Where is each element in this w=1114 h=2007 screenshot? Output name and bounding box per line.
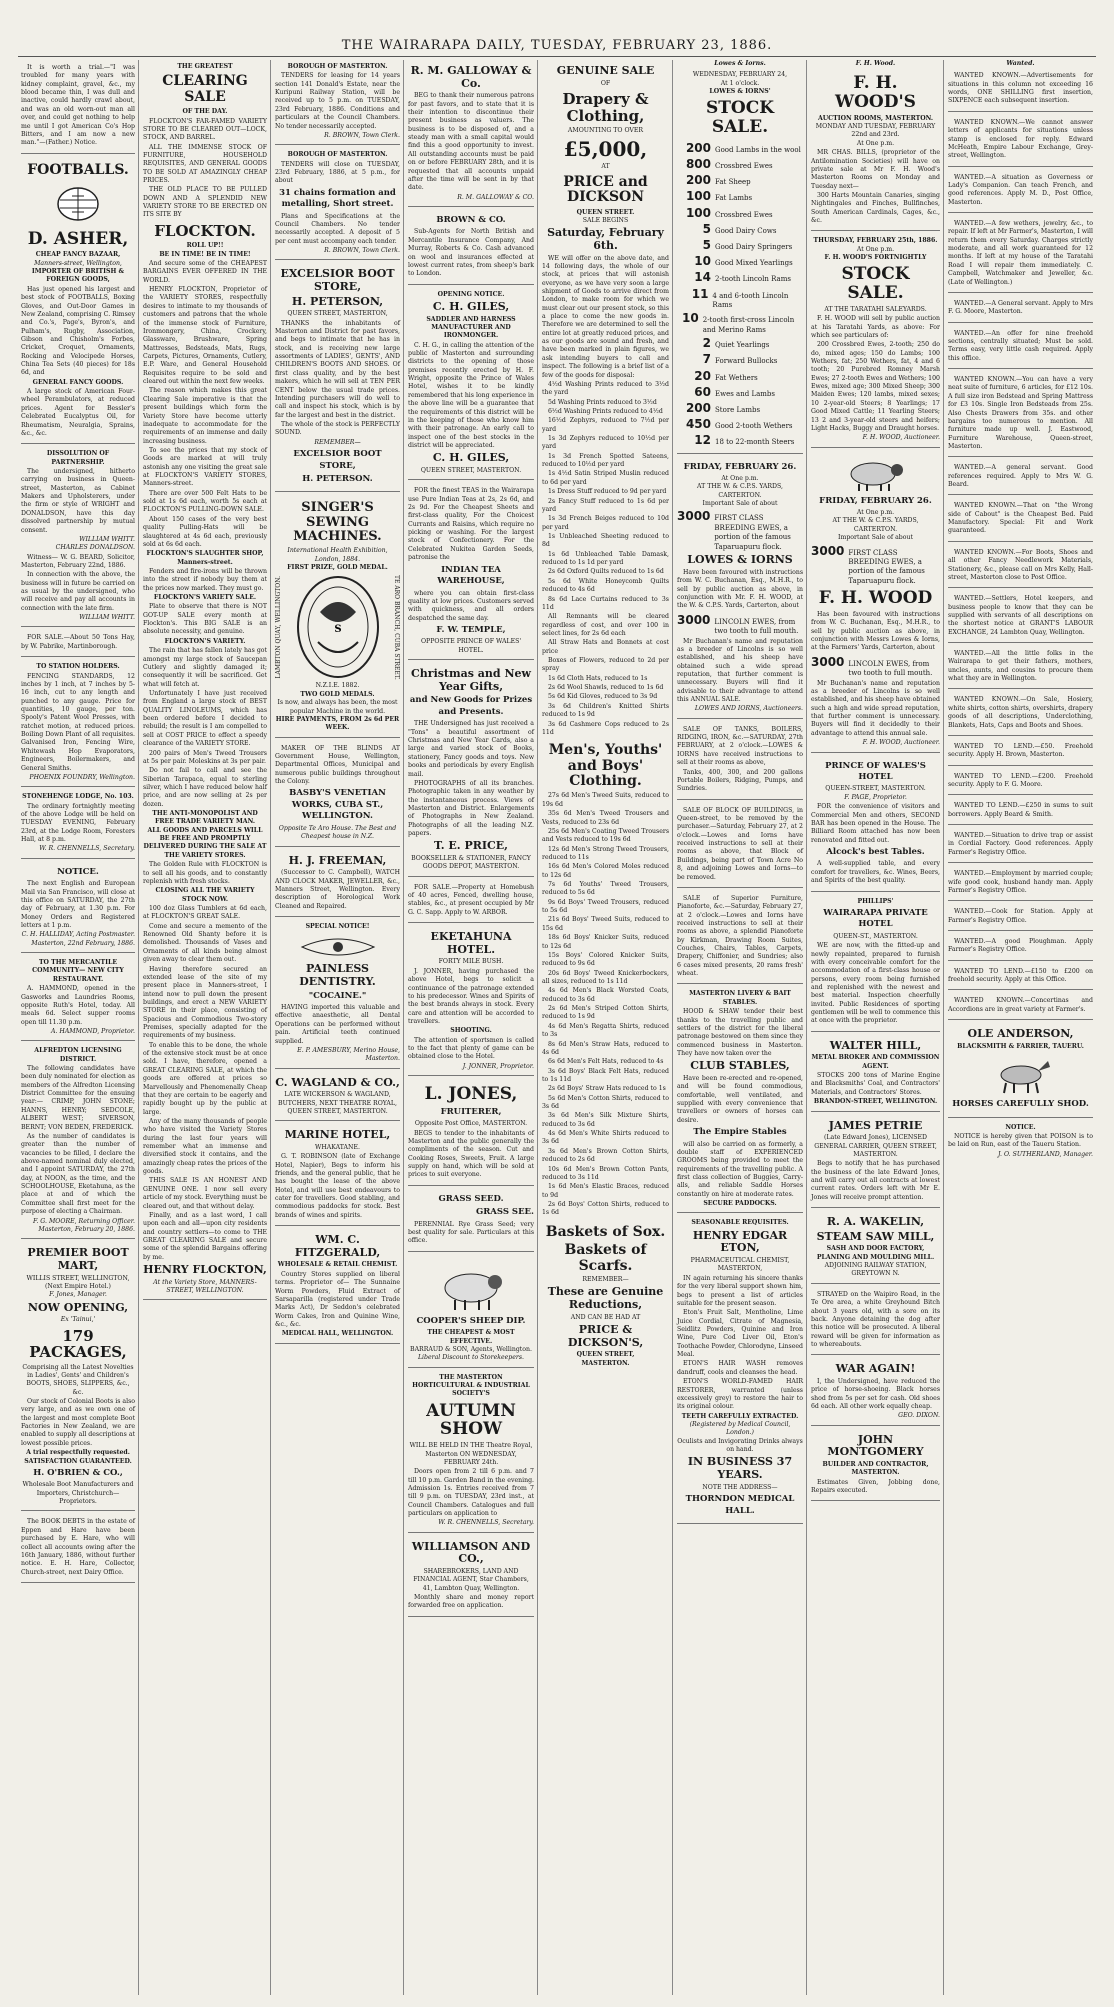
stock-count: 200 xyxy=(685,401,711,415)
stock-count: 10 xyxy=(682,311,699,326)
stock-count: 2 xyxy=(702,336,711,351)
stock-count: 100 xyxy=(685,189,711,204)
ad-lowes-iorns-stock: WEDNESDAY, FEBRUARY 24, At 1 o'clock. LOWES & IORNS' STOCK SALE. 200 Good Lambs in the wool 800 Crossbred Ewes 200 Fat Sheep 100 Fat Lambs 100 Crossbred Ewes 5 Good Dairy Cows 5 Good Dairy Springers 10 Good Mixed Yearlings 14 2-tooth Lincoln Rams 11 4 and 6-tooth Lincoln Rams 10 2-tooth first-cross Lincoln and Merino Rams 2 Quiet Yearlings 7 Forward Bullocks 20 Fat Wethers 60 Ewes and Lambs 200 Store Lambs 450 Good 2-tooth Wethers 12 18 to 22-month Steers xyxy=(677,68,803,453)
stock-row xyxy=(677,400,803,416)
column-6 xyxy=(674,60,806,1995)
price-item: 3s 6d Cashmere Cops reduced to 2s 11d xyxy=(542,720,669,736)
column-7 xyxy=(808,60,943,1995)
price-item: 5d Washing Prints reduced to 3½d xyxy=(548,398,657,406)
stock-count: 5 xyxy=(702,237,711,252)
singer-side-right: TE ARO BRANCH, CUBA STREET. xyxy=(393,575,400,680)
price-item: 10s 6d Men's Brown Cotton Pants, reduced to 3s 11d xyxy=(542,1165,669,1181)
stock-row xyxy=(677,156,803,172)
masthead-rule xyxy=(18,56,1096,57)
stock-row xyxy=(677,310,803,335)
ad-giles-opening: OPENING NOTICE. C. H. GILES, SADDLER AND HARNESS MANUFACTURER AND IRONMONGER. C. H. G., in calling the attention of the public of Masterton and surrounding districts to the opening of those premises recently erected by H. F. Wright, opposite the Prince of Wales Hotel, wishes it to be kindly remembered that his long experience in the above line will be a guarantee that the requirements of this district will be in the keeping of those who know him with their patronage. An early call to inspect one of the best stocks in the district will be appreciated. C. H. GILES, QUEEN STREET, MASTERTON. xyxy=(408,288,534,481)
price-item: All Remnants will be cleared regardless of cost, and over 100 in select lines, for 2s 6d each xyxy=(542,613,669,637)
horse-illustration-icon xyxy=(986,1055,1056,1095)
wanted-text: WANTED.—Cook for Station. Apply at Farmer's Registry Office. xyxy=(948,908,1093,924)
wanted-text: WANTED TO LEND.—£250 in sums to suit borrowers. Apply Beard & Smith. xyxy=(948,802,1093,818)
price-item: 18s 6d Boys' Knicker Suits, reduced to 12s 6d xyxy=(542,934,669,950)
svg-text:S: S xyxy=(333,624,342,636)
ad-buildings-sale: SALE OF BLOCK OF BUILDINGS, in Queen-street, to be removed by the purchaser.—Saturday, February 27, at 2 o'clock.—Lowes and Iorns have received instructions to sell at their rooms as above, that Block of Buildings, being part of Town Acre No 8, and adjoining Lowes and Iorns—to be removed. xyxy=(677,803,803,888)
ad-painless-dentistry: SPECIAL NOTICE! PAINLESS DENTISTRY. "COCAINE." HAVING imported this valuable and effective anaesthetic, all Dental Operations can be performed without pain. Artificial teeth continued supplied. E. P. AMESBURY, Merino House, Masterton. xyxy=(275,920,400,1069)
ad-war-again: WAR AGAIN! I, the Undersigned, have reduced the price of horse-shoeing. Black horses shod from 5s per set for cash. Old shoes 6d each. All other work equally cheap. GEO. DIXON. xyxy=(811,1358,940,1425)
stock-desc: Fat Lambs xyxy=(715,194,753,203)
price-item: 2s 6d Oxford Quilts reduced to 1s 6d xyxy=(548,568,664,576)
stock-row xyxy=(677,351,803,367)
price-item: 25s 6d Men's Coating Tweed Trousers and Vests reduced to 19s 6d xyxy=(542,827,669,844)
stock-count: 10 xyxy=(694,254,711,269)
wanted-ad xyxy=(948,769,1093,796)
stock-row xyxy=(677,335,803,351)
stock-row xyxy=(677,221,803,237)
ad-jones-fruiterer: L. JONES, FRUITERER, Opposite Post Office, MASTERTON. BEGS to tender to the inhabitants of Masterton and the public generally the compliments of the season. Cut and Cooking Roses, Sweets, Fruit. A large supply on hand, which will be sold at prices to suit everyone. xyxy=(408,1079,534,1186)
wanted-text: WANTED.—A situation as Governess or Lady's Companion. Can teach French, and good references. Apply M. D., Post Office, Masterton. xyxy=(948,173,1093,206)
stock-count: 800 xyxy=(685,157,711,171)
ad-borough-metalling: BOROUGH OF MASTERTON. TENDERS will close on TUESDAY, 23rd February, 1886, at 5 p.m., for about 31 chains formation and metalling, Short street. Plans and Specifications at the Council Chambers. No tender necessarily accepted. A deposit of 5 per cent must accompany each tender. R. BROWN, Town Clerk. xyxy=(275,148,400,260)
wanted-text: WANTED.—A general servant. Good references required. Apply to Mrs W. G. Beard. xyxy=(948,464,1093,489)
price-item: 35s 6d Men's Tweed Trousers and Vests, reduced to 23s 6d xyxy=(542,810,669,826)
stock-desc: Crossbred Ewes xyxy=(715,162,773,170)
price-item: 7s 6d Youths' Tweed Trousers, reduced to 5s 6d xyxy=(542,881,669,897)
column-rule xyxy=(270,60,271,1995)
price-item: 6½d Washing Prints reduced to 4½d xyxy=(548,407,663,415)
wanted-text: WANTED TO LEND.—£150 to £200 on freehold security. Apply at this Office. xyxy=(948,967,1093,984)
price-item: 1s 3d Zephyrs reduced to 10½d per yard xyxy=(542,435,669,451)
ad-station-holders: TO STATION HOLDERS. FENCING STANDARDS, 12 inches by 1 inch, at 7 inches by 5-16 inch, cut to any length and punched to any gauge. Price for quantities, 10 gauge, per ton. Spooly's Patent Wool Presses, with ratchet motion, at reduced prices. Boiling Down Plant of all requisites. Galvanised Iron, Fencing Wire, Whitewash Hop Evaporators, Engineers, Boilermakers, and General Smiths. PHOENIX FOUNDRY, Wellington. xyxy=(21,660,135,787)
price-item: 2s 6d Wool Shawls, reduced to 1s 6d xyxy=(548,684,664,692)
stock-row xyxy=(677,368,803,384)
wanted-text: WANTED KNOWN.—That on "the Wrong side of Cabout" is the Cheapest Bed. Paid Manufactory. Special: Fit and Work guaranteed. xyxy=(948,502,1093,535)
stock-count: 7 xyxy=(702,352,711,367)
ad-mail-notice: NOTICE. The next English and European Mail via San Francisco, will close at this office on SATURDAY, the 27th day of February, at 1.30 p.m. For Money Orders and Registered letters at 1 p.m. C. H. HALLIDAY, Acting Postmaster. Masterton, 22nd February, 1886. xyxy=(21,862,135,953)
wanted-ad xyxy=(948,964,1093,991)
ad-walter-hill: WALTER HILL, METAL BROKER AND COMMISSION AGENT. STOCKS 200 tons of Marine Engine and Blacksmiths' Coal, and Contractors' Materials, and Contractors' Stores. BRANDON-STREET, WELLINGTON. xyxy=(811,1035,940,1112)
stock-row xyxy=(677,253,803,269)
column-rule xyxy=(537,60,538,1995)
price-item: 2s 6d Boys' Cotton Shirts, reduced to 1s 6d xyxy=(542,1200,669,1217)
price-item: 3s 6d Children's Knitted Shirts reduced to 1s 9d xyxy=(542,702,669,719)
stock-row: 3000 FIRST CLASS BREEDING EWES, a portion of the famous Taparuapuru flock. xyxy=(811,543,925,585)
column-8 xyxy=(945,60,1096,1995)
wanted-ad xyxy=(948,216,1093,293)
stock-desc: Ewes and Lambs xyxy=(715,389,775,398)
wanted-text: WANTED.—A few wethers, jewelry, &c., to repair. If left at Mr Farmer's, Masterton, I will return them every Saturday. Charges strictly moderate, and all work guaranteed for 12 months. If left at my house of the Taratahi Road I will repair them immediately. C. Campbell, Watchmaker and Jeweller, &c. (Late of Wellington.) xyxy=(948,220,1093,286)
column-3 xyxy=(272,60,403,1995)
ad-strayed: STRAYED on the Waipiro Road, in the Te Ore area, a white Greyhound Bitch about 3 years old, with a sore on its back. Anyone detaining the dog after this notice will be prosecuted. A liberal reward will be given for information as to whereabouts. xyxy=(811,1287,940,1356)
price-item: 5s 6d Kid Gloves, reduced to 3s 9d xyxy=(548,693,658,701)
ad-wakelin: R. A. WAKELIN, STEAM SAW MILL, SASH AND DOOR FACTORY, PLANING AND MOULDING MILL. ADJOINING RAILWAY STATION, GREYTOWN N. xyxy=(811,1211,940,1284)
ad-wood-rooms: F. H. WOOD'S AUCTION ROOMS, MASTERTON. MONDAY AND TUESDAY, FEBRUARY 22nd and 23rd. At One p.m. MR CHAS. BILLS, (proprietor of the Antilomination Societies) will have on private sale at Mr F. H. Wood's Masterton Rooms on Monday and Tuesday next— 300 Harts Mountain Canaries, singing Nightingales and Finches, Bullfinches, South American Cardinals, Cages, &c., &c. xyxy=(811,68,940,231)
wanted-ad xyxy=(948,934,1093,961)
wanted-text: WANTED KNOWN.—You can have a very neat suite of furniture, 6 articles, for £12 10s. A full size iron Bedstead and Spring Mattress for £3 10s. Single Iron Bedsteads from 25s. Also Chests Drawers from 35s. and other bargains too numerous to mention. All furniture made up well. J. Eastwood, Furniture Warehouse, Queen-street, Masterton. xyxy=(948,376,1093,450)
price-item: 4s 6d Men's White Shirts reduced to 3s 6d xyxy=(542,1130,669,1146)
price-item: 20s 6d Boys' Tweed Knickerbockers, all sizes, reduced to 1s 11d xyxy=(542,969,669,985)
wanted-text: WANTED KNOWN.—For Boots, Shoes and all other Fancy Needlework Materials, Stationery, &c., please call on Mrs Kelly, Hall-street, Masterton close to Post Office. xyxy=(948,548,1093,581)
stock-desc: Good Dairy Cows xyxy=(715,226,777,235)
ad-flockton: THE GREATEST CLEARING SALE OF THE DAY. FLOCKTON'S FAR-FAMED VARIETY STORE TO BE CLEARED OUT—LOCK, STOCK, AND BARREL. ALL THE IMMENSE STOCK OF FURNITURE, HOUSEHOLD REQUISITES, AND GENERAL GOODS TO BE SOLD AT AMAZINGLY CHEAP PRICES. THE OLD PLACE TO BE PULLED DOWN AND A SPLENDID NEW VARIETY STORE TO BE ERECTED ON ITS SITE BY FLOCKTON. ROLL UP!! BE IN TIME! BE IN TIME! And secure some of the CHEAPEST BARGAINS EVER OFFERED IN THE WORLD. HENRY FLOCKTON, Proprietor of the VARIETY STORES, respectfully desires to intimate to my thousands of customers and patrons that the whole of the immense stock of Furniture, Ironmongery, China, Crockery, Glassware, Brushware, Spring Mattresses, Bedsteads, Mats, Rugs, Carpets, Pictures, Ornaments, Cutlery, E.P. Ware, and General Household Requisites require to be sold and cleared out within the next few weeks. The reason which makes this great Clearing Sale imperative is that the present buildings which form the Variety Store have become utterly inadequate to accommodate for the requirements of an immense and daily increasing business. To see the prices that my stock of Goods are marked at will truly astonish any one visiting the great sale at FLOCKTON'S VARIETY STORES, Manners-street. There are over 500 Felt Hats to be sold at 1s 6d each, worth 5s each at FLOCKTON'S PULLING-DOWN SALE. About 150 cases of the very best quality Pulling-Hats will be slaughtered at 4s 6d each, previously sold at 6s 6d each. FLOCKTON'S SLAUGHTER SHOP, Manners-street. Fenders and fire-irons will be thrown into the street if nobody buy them at the prices now marked. They must go. FLOCKTON'S VARIETY SALE. Plate to observe that there is NOT GOT-UP SALE every month at Flockton's. This BIG SALE is an absolute necessity, and genuine. FLOCKTON'S VARIETY. The rain that has fallen lately has got amongst my large stock of Saucepan Cutlery and slightly damaged it; consequently it will be sacrificed. Get what will fetch at. Unfortunately I have just received from England a large stock of BEST QUALITY LINOLEUMS, which has been ordered before I decided to rebuild; the result is I am compelled to sell at COST PRICE to effect a speedy clearance of the VARIETY STORE. 200 pairs of Men's Tweed Trousers at 5s per pair. Moleskins at 3s per pair. Do not fail to call and see the Siberian Tarapaca, equal to sterling silver, which I have reduced below half price, and are now selling at 2s per dozen. THE ANTI-MONOPOLIST AND FREE TRADE VARIETY MAN. ALL GOODS AND PARCELS WILL BE FREE AND PROMPTLY DELIVERED DURING THE SALE AT THE VARIETY STORES. The Golden Rule with FLOCKTON is to sell all his goods, and to constantly replenish with fresh stocks. CLOSING ALL THE VARIETY STOCK NOW. 100 doz Glass Tumblers at 6d each, at FLOCKTON'S GREAT SALE. Come and secure a memento of the Renowned Old Shanty before it is demolished. Thousands of Vases and Ornaments of all kinds being almost given away to clear them out. Having therefore secured an extended lease of the site of my present place in Manners-street, I intend now to pull down the present buildings, and erect a NEW VARIETY STORE in their place, consisting of Spacious and Commodious Two-story Premises, specially adapted for the requirements of my business. To enable this to be done, the whole of the extensive stock must be at once sold. I have, therefore, opened a GREAT CLEARING SALE, at which the goods are offered at prices so Marvellously and Phenomenally Cheap that they are certain to be eagerly and rapidly bought up by the public at large. Any of the many thousands of people who have visited the Variety Stores during the last four years will remember what an immense and diversified stock it contains, and the amazingly cheap rates the prices of the goods. THIS SALE IS AN HONEST AND GENUINE ONE. I now sell every article of my stock. Everything must be cleared out, and that without delay. Finally, and as a last word, I call upon each and all—upon city residents and country settlers—to come to THE GREAT CLEARING SALE and secure some of the splendid Bargains offering by me. HENRY FLOCKTON, At the Variety Store, MANNERS-STREET, WELLINGTON. xyxy=(143,60,267,1300)
ad-tanks-sale: SALE OF TANKS, BOILERS, RIDGING, IRON, &c.—SATURDAY, 27th FEBRUARY, at 2 o'clock.—LOWES & IORNS have received instructions to sell at their rooms as above, Tanks, 400, 300, and 200 gallons Portable Boilers, Ridging, Pumps, and Sundries. xyxy=(677,722,803,800)
price-item: 4s 6d Men's Regatta Shirts, reduced to 3s xyxy=(542,1022,669,1039)
stock-desc: Store Lambs xyxy=(715,406,761,414)
ad-eketahuna-hotel: EKETAHUNA HOTEL. FORTY MILE BUSH. J. JONNER, having purchased the above Hotel, begs to solicit a continuance of the patronage extended to his predecessor. Wines and Spirits of the best brands always in stock. Every care and attention will be accorded to travellers. SHOOTING. The attention of sportsmen is called to the fact that plenty of game can be obtained close to the Hotel. J. JONNER, Proprietor. xyxy=(408,926,534,1076)
ad-brown-co: BROWN & CO. Sub-Agents for North British and Mercantile Insurance Company, And Murray, Roberts & Co. Cash advanced on wool and insurances effected at lowest current rates, from sheep's bark to London. xyxy=(408,210,534,285)
stock-row xyxy=(677,416,803,432)
wanted-ad xyxy=(948,326,1093,369)
stock-count: 100 xyxy=(685,205,711,220)
price-item: 2s 6d Boys' Straw Hats reduced to 1s xyxy=(548,1085,666,1093)
singer-emblem-icon xyxy=(290,572,386,682)
price-item: 3s 6d Men's Brown Cotton Shirts, reduced to 2s 6d xyxy=(542,1147,669,1164)
wanted-ad xyxy=(948,692,1093,735)
wanted-ad xyxy=(948,591,1093,643)
wanted-text: WANTED KNOWN.—On Sale, Hosiery, white shirts, cotton shirts, overshirts, drapery goods of all descriptions, Underclothing, Blankets, Hats, Caps and Boots and Shoes. xyxy=(948,696,1093,729)
wanted-ad xyxy=(948,460,1093,495)
stock-count: 450 xyxy=(685,417,711,432)
singer-emblem-row xyxy=(275,572,400,682)
ad-forsale: FOR SALE.—About 50 Tons Hay, by W. Pabrike, Martinborough. xyxy=(21,630,135,657)
wanted-ad xyxy=(948,828,1093,863)
ad-licensing: ALFREDTON LICENSING DISTRICT. The following candidates have been duly nominated for election as members of the Alfredton Licensing District Committee for the ensuing year:— CRIMP, JOHN STONE; HANNS, HENRY; SEDCOLE, ALBERT WEST; SIVERSON, BERNT; VON BEDEN, FREDERICK. As the number of candidates is greater than the number of vacancies to be filled, I declare the above-named nominal duly elected, and I appoint SATURDAY, the 27th day, at NOON, as the time, and the SCHOOLHOUSE, Eketahuna, as the place at and of which the Committee shall first meet for the purpose of electing a Chairman. F. G. MOORE, Returning Officer. Masterton, February 20, 1886. xyxy=(21,1044,135,1239)
wanted-ad xyxy=(948,296,1093,323)
stock-count: 11 xyxy=(691,286,709,301)
stock-desc: Fat Wethers xyxy=(715,373,758,382)
ad-galloway: R. M. GALLOWAY & Co. BEG to thank their numerous patrons for past favors, and to state that it is their intention to discontinue their present business as valuers. The business is to be disposed of, and a steady man with a small capital would find this a good opportunity to invest. All outstanding accounts must be paid on or before FEBRUARY 28th, and it is requested that all accounts unpaid after the time will be sent in by that date. R. M. GALLOWAY & CO. xyxy=(408,60,534,207)
ad-williamson: WILLIAMSON AND CO., SHAREBROKERS, LAND AND FINANCIAL AGENT, Star Chambers, 41, Lambton Quay, Wellington. Monthly share and money report forwarded free on application. xyxy=(408,1536,534,1617)
ad-wood-stock-sale: THURSDAY, FEBRUARY 25th, 1886. At One p.m. F. H. WOOD'S FORTNIGHTLY STOCK SALE. AT THE TARATAHI SALEYARDS. F. H. WOOD will sell by public auction at his Taratahi Yards, as above: For which see particulars of: 200 Crossbred Ewes, 2-tooth; 250 do do, mixed ages; 150 do Lambs; 100 Wethers, fat; 250 Wethers, fat, 4 and 6 tooth; 20 Purebred Romney Marsh Ewes; 27 2-tooth Ewes and Wethers; 100 Ewes, mixed age; 300 Mixed Sheep; 300 Maiden Ewes; 120 lambs, mixed sexes; 10 2-year-old Steers; 8 Yearlings; 17 Good Mixed Cattle; 11 Yearling Steers; 13 2 and 3-year-old steers and heifers; Light Hacks, Buggy and Draught horses. F. H. WOOD, Auctioneer. xyxy=(811,234,940,447)
price-item: 1s Unbleached Sheeting reduced to 8d xyxy=(542,533,669,549)
ad-phillips-hotel: PHILLIPS' WAIRARAPA PRIVATE HOTEL QUEEN-ST., MASTERTON. WE are now, with the fitted-up and newly repainted, prepared to furnish with every conceivable comfort for the accommodation of a first-class house or persons, every room being furnished and replenished with the newest and best material. Inspection cheerfully invited. Public Residences of sporting gentlemen will be well to commence this at once with the proprietor. xyxy=(811,895,940,1032)
price-item: 1s 4½d Satin Striped Muslin reduced to 6d per yard xyxy=(542,470,669,486)
stock-row: 3000 FIRST CLASS BREEDING EWES, a portion of the famous Taparuapuru flock. xyxy=(677,509,791,551)
clothing-price-list xyxy=(542,792,669,1217)
price-item: 4½d Washing Prints reduced to 3½d the yard xyxy=(542,380,669,397)
stock-row: 3000 LINCOLN EWES, from two tooth to full mouth. xyxy=(677,612,799,636)
ad-ole-anderson: OLE ANDERSON, BLACKSMITH & FARRIER, TAUERU. HORSES CAREFULLY SHOD. xyxy=(948,1023,1093,1117)
price-item: 15s Boys' Colored Knicker Suits, reduced to 9s 6d xyxy=(542,951,669,968)
ad-price-bookseller: Christmas and New Year Gifts, and New Goods for Prizes and Presents. THE Undersigned has just received a "Tons" a beautiful assortment of Christmas and New Year Cards, also a large and varied stock of Books, stationery, Fancy goods and toys. New books and periodicals by every English mail. PHOTOGRAPHS of all its branches. Photographic taken in any weather by the instantaneous process. Views of Masterton and District. Enlargements of Photographs in New Zealand. Photographs of all the leading N.Z. papers. T. E. PRICE, BOOKSELLER & STATIONER, FANCY GOODS DEPOT, MASTERTON. xyxy=(408,663,534,877)
stock-desc: Forward Bullocks xyxy=(715,357,778,366)
price-item: 2s 6d Men's Striped Cotton Shirts, reduced to 1s 9d xyxy=(542,1005,669,1021)
wanted-ad xyxy=(948,993,1093,1020)
column-1 xyxy=(18,60,138,1995)
ad-hop-bitters: It is worth a trial.—"I was troubled for many years with kidney complaint, gravel, &c., my blood became thin, I was dull and inactive, could hardly crawl about, and was an old worn-out man all over, and could get nothing to help me until I got American Co's Hop Bitters, and I am now a new man."—(Father.) Notice. xyxy=(21,60,135,154)
price-item: 21s 6d Boys' Tweed Suits, reduced to 15s 6d xyxy=(542,916,669,932)
stock-count: 20 xyxy=(694,368,711,383)
price-item: 3s 6d Boys' Black Felt Hats, reduced to 1s 11d xyxy=(542,1067,669,1083)
ad-montgomery: JOHN MONTGOMERY BUILDER AND CONTRACTOR, MASTERTON. Estimates Given, Jobbing done, Repairs executed. xyxy=(811,1429,940,1502)
wanted-ad xyxy=(948,115,1093,167)
ad-basby-blinds: MAKER OF THE BLINDS AT Government House, Wellington, Departmental Offices, Municipal and numerous public buildings throughout the Colony. BASBY'S VENETIAN WORKS, CUBA ST., WELLINGTON. Opposite Te Aro House. The Best and Cheapest house in N.Z. xyxy=(275,741,400,847)
column-rule xyxy=(403,60,404,1995)
stock-row xyxy=(677,140,803,156)
stock-count: 5 xyxy=(702,221,711,236)
ad-carterton-sale: FRIDAY, FEBRUARY 26. At One p.m. AT THE W. & C.P.S. YARDS, CARTERTON. Important Sale of about 3000 FIRST CLASS BREEDING EWES, a portion of the famous Taparuapuru flock. LOWES & IORNS Have been favoured with instructions from W. C. Buchanan, Esq., M.H.R., to sell by public auction as above, in conjunction with Mr. F. H. WOOD, at the W. & C.P.S. Yards, Carterton, about 3000 LINCOLN EWES, from two tooth to full mouth. Mr Buchanan's name and reputation as a breeder of Lincolns is so well established, and his sheep have obtained such a wide spread reputation, that further comment is unnecessary. Buyers will find it advisable to their advantage to attend this ANNUAL SALE. LOWES AND IORNS, Auctioneers. xyxy=(677,457,803,719)
stock-list xyxy=(677,140,803,449)
stock-row xyxy=(677,269,803,285)
ad-fitzgerald-chemist: WM. C. FITZGERALD, WHOLESALE & RETAIL CHEMIST. Country Stores supplied on liberal terms. Proprietor of— The Sunnaine Worm Powders, Fluid Extract of Sarsaparilla (registered under Trade Marks Act), Dr Seddon's celebrated Worm Cakes, Iron and Quinine Wine, &c., &c. MEDICAL HALL, WELLINGTON. xyxy=(275,1229,400,1344)
stock-count: 200 xyxy=(685,173,711,188)
price-item: 2s Fancy Stuff reduced to 1s 6d per yard xyxy=(542,497,669,513)
stock-desc: Good Lambs in the wool xyxy=(715,145,801,154)
stock-desc: Quiet Yearlings xyxy=(715,341,770,350)
price-item: 1s 3d French Spotted Sateens, reduced to 10½d per yard xyxy=(542,452,669,469)
column-rule xyxy=(943,60,944,1995)
stock-row xyxy=(677,384,803,400)
stock-desc: Good Mixed Yearlings xyxy=(715,259,793,268)
column-6-header: Lowes & Iorns. xyxy=(714,60,766,67)
price-item: Boxes of Flowers, reduced to 2d per spray xyxy=(542,657,669,673)
ad-dissolution: DISSOLUTION OF PARTNERSHIP. The undersigned, hitherto carrying on business in Queen-street, Masterton, as Cabinet Makers and Upholsterers, under the firm or style of WRIGHT and DONALDSON, have this day dissolved partnership by mutual consent. WILLIAM WHITT. CHARLES DONALDSON. Witness— W. G. BEARD, Solicitor, Masterton, February 22nd, 1886. In connection with the above, the business will in future be carried on as usual by the undersigned, who will receive and pay all accounts in connection with the late firm. WILLIAM WHITT. xyxy=(21,447,135,627)
price-item: 27s 6d Men's Tweed Suits, reduced to 19s 6d xyxy=(542,792,669,808)
stock-desc: 18 to 22-month Steers xyxy=(715,438,795,447)
stock-count: 14 xyxy=(694,270,711,285)
ad-furniture-sale: SALE of Superior Furniture, Pianoforte, &c.—Saturday, February 27, at 2 o'clock.—Lowes and Iorns have received instructions to sell at their rooms as above, a splendid Pianoforte by Kirkman, Drawing Room Suites, Couches, Chairs, Tables, Carpets, Drapery, Chiffonier, and Sundries; also 6 cases mixed presents, 20 rams fresh' wheat. xyxy=(677,891,803,985)
wanted-text: WANTED.—Employment by married couple; wife good cook, husband handy man. Apply Farmer's Registry Office. xyxy=(948,870,1093,894)
ad-indian-tea: FOR the finest TEAS in the Wairarapa use Pure Indian Teas at 2s, 2s 6d, and 2s 9d. For the Cheapest Sheets and first-class quality, For the Choicest Currants and Raisins, which require no picking or washing. For the largest stock of Confectionery. For the Celebrated Nukitea Garden Seeds, patronise the INDIAN TEA WAREHOUSE, where you can obtain first-class quality at low prices. Customers served with quickness, and all orders despatched the same day. F. W. TEMPLE, OPPOSITE PRINCE OF WALES' HOTEL. xyxy=(408,483,534,660)
price-item: 12s 6d Men's Strong Tweed Trousers, reduced to 11s xyxy=(542,845,669,861)
ad-eton-chemist: SEASONABLE REQUISITES. HENRY EDGAR ETON, PHARMACEUTICAL CHEMIST, MASTERTON, IN again returning his sincere thanks for the very liberal support shown him, begs to present a list of articles suitable for the present season. Eton's Fruit Salt, Mentholine, Lime Juice Cordial, Citrate of Magnesia, Seidlitz Powders, Quinine and Iron Wine, Pure Cod Liver Oil, Eton's Toothache Powder, Chlorodyne, Linseed Meal. ETON'S HAIR WASH removes dandruff, cools and cleanses the head. ETON'S WORLD-FAMED HAIR RESTORER, warranted (unless excessively grey) to restore the hair to its original colour. TEETH CAREFULLY EXTRACTED. (Registered by Medical Council, London.) Oculists and Invigorating Drinks always on hand. IN BUSINESS 37 YEARS. NOTE THE ADDRESS— THORNDON MEDICAL HALL. xyxy=(677,1216,803,1523)
wanted-ad xyxy=(948,739,1093,766)
wanted-text: WANTED.—Situation to drive trap or assist in Cordial Factory. Good references. Apply Farmer's Registry Office. xyxy=(948,832,1093,856)
price-item: 8s 6d Men's Straw Hats, reduced to 4s 6d xyxy=(542,1040,669,1056)
ad-asher: FOOTBALLS. D. ASHER, CHEAP FANCY BAZAAR, Manners-street, Wellington, IMPORTER OF BRITISH & FOREIGN GOODS, Has just opened his largest and best stock of FOOTBALLS, Boxing Gloves, and Out-Door Games in New Zealand, comprising C. Rimsey and Co.'s, Page's, Byron's, and Pulham's, Rugby, Association, Gibson and Chisholm's Forbes, Cricket, Croquet, Ornaments, Rocking and Velocipede Horses, China Tea Sets (40 pieces) for 18s 6d, and GENERAL FANCY GOODS. A large stock of American Four-wheel Perambulators, at reduced prices. Agent for Bessler's Celebrated Eucalyptus Oil, for Rheumatism, Neuralgia, Sprains, &c., &c. xyxy=(21,157,135,445)
stock-desc: Crossbred Ewes xyxy=(715,210,773,219)
wanted-text: WANTED KNOWN.—Concertinas and Accordions are in great variety at Farmer's. xyxy=(948,997,1093,1013)
ad-singer-sewing: SINGER'S SEWING MACHINES. International Health Exhibition, London, 1884. FIRST PRIZE, GOLD MEDAL. LAMBTON QUAY, WELLINGTON. S TE ARO BRANCH, CUBA STREET. N.Z.I.E. 1882. TWO GOLD MEDALS. Is now, and always has been, the most popular Machine in the world. HIRE PAYMENTS, FROM 2s 6d PER WEEK. xyxy=(275,495,400,737)
column-rule xyxy=(806,60,807,1995)
sheep-illustration-icon xyxy=(431,1262,511,1312)
wanted-text: WANTED.—Settlers, Hotel keepers, and business people to know that they can be supplied with servants of all descriptions on the shortest notice at GRANT'S LABOUR EXCHANGE, 24 Lambton Quay, Wellington. xyxy=(948,595,1093,636)
stock-desc: 2-tooth Lincoln Rams xyxy=(715,275,791,284)
wanted-ad xyxy=(948,68,1093,111)
price-item: 3s 6d Men's Silk Mixture Shirts, reduced to 3s 6d xyxy=(542,1112,669,1128)
price-item: 16½d Zephyrs, reduced to 7½d per yard xyxy=(542,417,669,433)
price-item: All Straw Hats and Bonnets at cost price xyxy=(542,639,669,655)
stock-desc: Good 2-tooth Wethers xyxy=(715,422,793,431)
wanted-ad xyxy=(948,372,1093,457)
price-item: 5s 6d Men's Cotton Shirts, reduced to 3s 6d xyxy=(542,1094,669,1111)
wanted-ad xyxy=(948,646,1093,689)
masthead: THE WAIRARAPA DAILY, TUESDAY, FEBRUARY 23, 1886. xyxy=(341,38,773,53)
price-item: 5s 6d White Honeycomb Quilts reduced to 4s 6d xyxy=(542,577,669,594)
column-rule xyxy=(138,60,139,1995)
wanted-ad xyxy=(948,498,1093,541)
football-illustration-icon xyxy=(48,182,108,226)
wanted-ad xyxy=(948,545,1093,588)
wanted-text: WANTED.—All the little folks in the Wairarapa to get their fathers, mothers, uncles, aunts, and cousins to procure them what they are in Wellington. xyxy=(948,650,1093,683)
stock-desc: 4 and 6-tooth Lincoln Rams xyxy=(712,291,789,309)
column-7-header: F. H. Wood. xyxy=(855,60,896,67)
price-item: 6s 6d Men's Felt Hats, reduced to 4s xyxy=(548,1058,664,1066)
stock-row xyxy=(677,188,803,204)
column-8-header: Wanted. xyxy=(1006,60,1035,67)
price-item: 1s 6d Cloth Hats, reduced to 1s xyxy=(548,674,648,682)
ram-illustration-icon xyxy=(841,458,911,492)
stock-row xyxy=(677,237,803,253)
stock-count: 200 xyxy=(685,140,711,155)
price-item: 16s 6d Men's Colored Moles reduced to 12s 6d xyxy=(542,863,669,879)
price-item: 1s 3d French Beiges reduced to 10d per yard xyxy=(542,515,669,531)
stock-count: 12 xyxy=(694,433,711,448)
ad-borough-lease: BOROUGH OF MASTERTON. TENDERS for leasing for 14 years section 141 Donald's Estate, near the Kuripuni Railway Station, will be received up to 5 p.m. on TUESDAY, 23rd February, 1886. Conditions and particulars at the Council Chambers. No tender necessarily accepted. R. BROWN, Town Clerk. xyxy=(275,60,400,145)
price-item: 1s 6d Men's Elastic Braces, reduced to 9d xyxy=(542,1183,669,1199)
stock-row xyxy=(677,432,803,448)
ad-freeman: H. J. FREEMAN, (Successor to C. Campbell), WATCH AND CLOCK MAKER, JEWELLER, &c., Manners Street, Wellington. Every description of Horological Work Cleaned and Repaired. xyxy=(275,850,400,917)
wanted-column xyxy=(948,68,1093,1020)
stock-desc: 2-tooth first-cross Lincoln and Merino Rams xyxy=(702,316,795,334)
stock-desc: Good Dairy Springers xyxy=(715,242,793,251)
wanted-text: WANTED.—A good Ploughman. Apply Farmer's Registry Office. xyxy=(948,937,1093,954)
stock-desc: Fat Sheep xyxy=(715,178,751,187)
wanted-ad xyxy=(948,866,1093,901)
ad-livery-stables: MASTERTON LIVERY & BAIT STABLES. HOOD & SHAW tender their best thanks to the travelling public and settlers of the district for the liberal patronage bestowed on them since they commenced business in Masterton. They have now taken over the CLUB STABLES, Have been re-erected and re-opened, and will be found commodious, comfortable, well ventilated, and supplied with every convenience that travellers or owners of horses can desire. The Empire Stables will also be carried on as formerly, a double staff of EXPERIENCED GROOMS being provided to meet the requirements of the travelling public. A first class collection of Buggies, Carry-alls, and reliable Saddle Horses constantly on hire at moderate rates. SECURE PADDOCKS. xyxy=(677,987,803,1213)
ad-james-petrie: JAMES PETRIE (Late Edward Jones), LICENSED GENERAL CARRIER, QUEEN STREET, MASTERTON. Begs to notify that he has purchased the business of the late Edward Jones, and will carry out all contracts at lowest current rates. Orders left with Mr E. Jones will receive prompt attention. xyxy=(811,1115,940,1209)
ad-wagland-butchers: C. WAGLAND & CO., LATE WICKERSON & WAGLAND, BUTCHERS, NEXT THEATRE ROYAL, QUEEN STREET, MASTERTON. xyxy=(275,1072,400,1122)
ad-grass-seed: GRASS SEED. GRASS SEE. PERENNIAL Rye Grass Seed; very best quality for sale. Particulars at this office. xyxy=(408,1189,534,1252)
column-4 xyxy=(405,60,537,1995)
singer-side-left: LAMBTON QUAY, WELLINGTON. xyxy=(275,576,282,679)
column-5 xyxy=(539,60,672,1995)
ad-excelsior-boot-store: EXCELSIOR BOOT STORE, H. PETERSON, QUEEN STREET, MASTERTON, THANKS the inhabitants of Masterton and District for past favors, and begs to intimate that he has in stock, and is receiving new large assortments of LADIES', GENTS', AND CHILDREN'S BOOTS AND SHOES. Of first class quality, and by the best makers, which he will sell at TEN PER CENT below the usual trade prices. Intending purchasers will do well to call and inspect his stock, which is by far the largest and best in the district. The whole of the stock is PERFECTLY SOUND. REMEMBER— EXCELSIOR BOOT STORE, H. PETERSON. xyxy=(275,263,400,492)
ad-poison-notice: NOTICE. NOTICE is hereby given that POISON is to be laid on Run, east of the Taueru Station. J. O. SUTHERLAND, Manager. xyxy=(948,1123,1093,1158)
ad-lodge: STONEHENGE LODGE, No. 103. The ordinary fortnightly meeting of the above Lodge will be held on TUESDAY EVENING, February 23rd, at the Lodge Room, Foresters Hall, at 8 p.m. W. R. CHENNELLS, Secretary. xyxy=(21,790,135,859)
wanted-text: WANTED.—An offer for nine freehold sections, centrally situated; Must be sold. Terms easy, very little cash required. Apply this office. xyxy=(948,329,1093,362)
stock-row xyxy=(677,205,803,221)
price-item: 1s 6d Unbleached Table Damask, reduced to 1s 1d per yard xyxy=(542,550,669,567)
wanted-text: WANTED KNOWN.—We cannot answer letters of applicants for situations unless stamp is enclosed for reply. Edward McHeath, Empire Labour Exchange, Grey-street, Wellington. xyxy=(948,118,1093,160)
ad-homebush: FOR SALE.—Property at Homebush of 40 acres, Fenced, dwelling house, stables, &c., at present occupied by Mr G. C. Sapp. Apply to W. ARBOR. xyxy=(408,880,534,923)
wanted-text: WANTED TO LEND.—£50. Freehold security. Apply H. Brown, Masterton. xyxy=(948,742,1093,759)
stock-row xyxy=(677,172,803,188)
price-item: 4s 6d Men's Black Worsted Coats, reduced to 3s 6d xyxy=(542,987,669,1003)
wanted-text: WANTED TO LEND.—£200. Freehold security. Apply to F. G. Moore. xyxy=(948,772,1093,788)
stock-row xyxy=(677,286,803,311)
price-item: 1s Dress Stuff reduced to 9d per yard xyxy=(548,488,667,496)
column-2 xyxy=(140,60,270,1995)
ad-book-debts: The BOOK DEBTS in the estate of Eppen and Hare have been purchased by E. Hare, who will collect all accounts owing after the 16th January, 1886, without further notice. E. H. Hare, Collector, Church-street, next Dairy Office. xyxy=(21,1514,135,1583)
ad-premier-boot-mart: PREMIER BOOT MART, WILLIS STREET, WELLINGTON, (Next Empire Hotel.) F. Jones, Manager. NOW OPENING, Ex 'Tainui,' 179 PACKAGES, Comprising all the Latest Novelties in Ladies', Gents' and Children's BOOTS, SHOES, SLIPPERS, &c., &c. Our stock of Colonial Boots is also very large, and as we own one of the largest and most complete Boot Factories in New Zealand, we are enabled to supply all descriptions at lowest possible prices. A trial respectfully requested. SATISFACTION GUARANTEED. H. O'BRIEN & CO., Wholesale Boot Manufacturers and Importers, Christchurch—Proprietors. xyxy=(21,1242,135,1511)
ad-prince-of-wales-hotel: PRINCE OF WALES'S HOTEL QUEEN-STREET, MASTERTON. F. PAGE, Proprietor. FOR the convenience of visitors and Commercial Men and others, SECOND BAR has been opened in the House. The Billiard Room attached has now been renovated and fitted out. Alcock's best Tables. A well-supplied table, and every comfort for travellers, &c. Wines, Beers, and Spirits of the best quality. xyxy=(811,756,940,892)
wanted-ad xyxy=(948,904,1093,931)
ad-autumn-show: THE MASTERTON HORTICULTURAL & INDUSTRIAL SOCIETY'S AUTUMN SHOW WILL BE HELD IN THE Theatre Royal, Masterton ON WEDNESDAY, FEBRUARY 24th. Doors open from 2 till 6 p.m. and 7 till 10 p.m. Garden Band in the evening. Admission 1s. Entries received from 7 till 9 p.m. on TUESDAY, 23rd inst., at Council Chambers. Catalogues and full particulars on application to W. R. CHENNELLS, Secretary. xyxy=(408,1371,534,1533)
ad-marine-hotel: MARINE HOTEL, WHAKATANE. G. T. ROBINSON (late of Exchange Hotel, Napier), Begs to inform his friends, and the general public, that he has bought the lease of the above Hotel, and will use best endeavours to cater for travellers. Good stabling, and commodious paddocks for stock. Best brands of wines and spirits. xyxy=(275,1124,400,1226)
column-rule xyxy=(672,60,673,1995)
ad-restaurant: TO THE MERCANTILE COMMUNITY— NEW CITY RESTAURANT. A. HAMMOND, opened in the Gasworks and Laundries Rooms, opposite Ruth's Hotel, today. All meals 6d. Select supper rooms open till 11.30 p.m. A. HAMMOND, Proprietor. xyxy=(21,956,135,1041)
stock-row: 3000 LINCOLN EWES, from two tooth to full mouth. xyxy=(811,654,933,678)
price-item: 9s 6d Boys' Tweed Trousers, reduced to 5s 6d xyxy=(542,898,669,915)
wanted-text: WANTED.—A General servant. Apply to Mrs F. G. Moore, Masterton. xyxy=(948,299,1093,316)
price-item: 8s 6d Lace Curtains reduced to 3s 11d xyxy=(542,595,669,611)
ad-coopers-dip: COOPER'S SHEEP DIP. THE CHEAPEST & MOST EFFECTIVE. BARRAUD & SON, Agents, Wellington. Liberal Discount to Storekeepers. xyxy=(408,1255,534,1368)
wanted-text: WANTED KNOWN.—Advertisements for situations in this column not exceeding 16 words, ONE SHILLING first insertion, SIXPENCE each subsequent insertion. xyxy=(948,72,1093,105)
ad-price-dickson: GENUINE SALE OF Drapery & Clothing, AMOUNTING TO OVER £5,000, AT PRICE and DICKSON QUEEN STREET. SALE BEGINS Saturday, February 6th. WE will offer on the above date, and 14 following days, the whole of our stock, at prices that will astonish everyone, as we have very soon a large shipment of Goods to arrive direct from London, to make room for which we must clear out our present stock, so this a place to come the new goods in. Therefore we are determined to sell the entire lot at greatly reduced prices, and as our goods are sound and fresh, and have been marked in plain figures, we ask intending buyers to call and inspect. The following is a brief list of a few of the goods for disposal: 4½d Washing Prints reduced to 3½d the yard 5d Washing Prints reduced to 3½d 6½d Washing Prints reduced to 4½d 16½d Zephyrs, reduced to 7½d per yard 1s 3d Zephyrs reduced to 10½d per yard 1s 3d French Spotted Sateens, reduced to 10½d per yard 1s 4½d Satin Striped Muslin reduced to 6d per yard 1s Dress Stuff reduced to 9d per yard 2s Fancy Stuff reduced to 1s 6d per yard 1s 3d French Beiges reduced to 10d per yard 1s Unbleached Sheeting reduced to 8d 1s 6d Unbleached Table Damask, reduced to 1s 1d per yard 2s 6d Oxford Quilts reduced to 1s 6d 5s 6d White Honeycomb Quilts reduced to 4s 6d 8s 6d Lace Curtains reduced to 3s 11d All Remnants will be cleared regardless of cost, and over 100 in select lines, for 2s 6d each All Straw Hats and Bonnets at cost price Boxes of Flowers, reduced to 2d per spray 1s 6d Cloth Hats, reduced to 1s 2s 6d Wool Shawls, reduced to 1s 6d 5s 6d Kid Gloves, reduced to 3s 9d 3s 6d Children's Knitted Shirts reduced to 1s 9d 3s 6d Cashmere Cops reduced to 2s 11d Men's, Youths' and Boys' Clothing. 27s 6d Men's Tweed Suits, reduced to 19s 6d 35s 6d Men's Tweed Trousers and Vests, reduced to 23s 6d 25s 6d Men's Coating Tweed Trousers and Vests reduced to 19s 6d 12s 6d Men's Strong Tweed Trousers, reduced to 11s 16s 6d Men's Colored Moles reduced to 12s 6d 7s 6d Youths' Tweed Trousers, reduced to 5s 6d 9s 6d Boys' Tweed Trousers, reduced to 5s 6d 21s 6d Boys' Tweed Suits, reduced to 15s 6d 18s 6d Boys' Knicker Suits, reduced to 12s 6d 15s Boys' Colored Knicker Suits, reduced to 9s 6d 20s 6d Boys' Tweed Knickerbockers, all sizes, reduced to 1s 11d 4s 6d Men's Black Worsted Coats, reduced to 3s 6d 2s 6d Men's Striped Cotton Shirts, reduced to 1s 9d 4s 6d Men's Regatta Shirts, reduced to 3s 8s 6d Men's Straw Hats, reduced to 4s 6d 6s 6d Men's Felt Hats, reduced to 4s 3s 6d Boys' Black Felt Hats, reduced to 1s 11d 2s 6d Boys' Straw Hats reduced to 1s 5s 6d Men's Cotton Shirts, reduced to 3s 6d 3s 6d Men's Silk Mixture Shirts, reduced to 3s 6d 4s 6d Men's White Shirts reduced to 3s 6d 3s 6d Men's Brown Cotton Shirts, reduced to 2s 6d 10s 6d Men's Brown Cotton Pants, reduced to 3s 11d 1s 6d Men's Elastic Braces, reduced to 9d 2s 6d Boys' Cotton Shirts, reduced to 1s 6d Baskets of Sox. Baskets of Scarfs. REMEMBER— These are Genuine Reductions, AND CAN BE HAD AT PRICE & DICKSON'S, QUEEN STREET, MASTERTON. xyxy=(542,64,669,1367)
stock-count: 60 xyxy=(694,384,711,399)
drapery-price-list xyxy=(542,381,669,737)
ad-wood-carterton: FRIDAY, FEBRUARY 26. At One p.m. AT THE W. & C.P.S. YARDS, CARTERTON. Important Sale of about 3000 FIRST CLASS BREEDING EWES, a portion of the famous Taparuapuru flock. F. H. WOOD Has been favoured with instructions from W. C. Buchanan, Esq., M.H.R., to sell by public auction as above, in conjunction with Messrs Lowes & Iorns, at the Farmers' Yards, Carterton, about 3000 LINCOLN EWES, from two tooth to full mouth. Mr Buchanan's name and reputation as a breeder of Lincolns is so well established, and his sheep have obtained such a high and wide spread reputation, that further comment is unnecessary. Buyers will find it decidedly to their advantage to attend this annual sale. F. H. WOOD, Auctioneer. xyxy=(811,451,940,753)
wanted-ad xyxy=(948,798,1093,825)
dental-ornament-icon xyxy=(298,935,378,959)
wanted-ad xyxy=(948,170,1093,213)
